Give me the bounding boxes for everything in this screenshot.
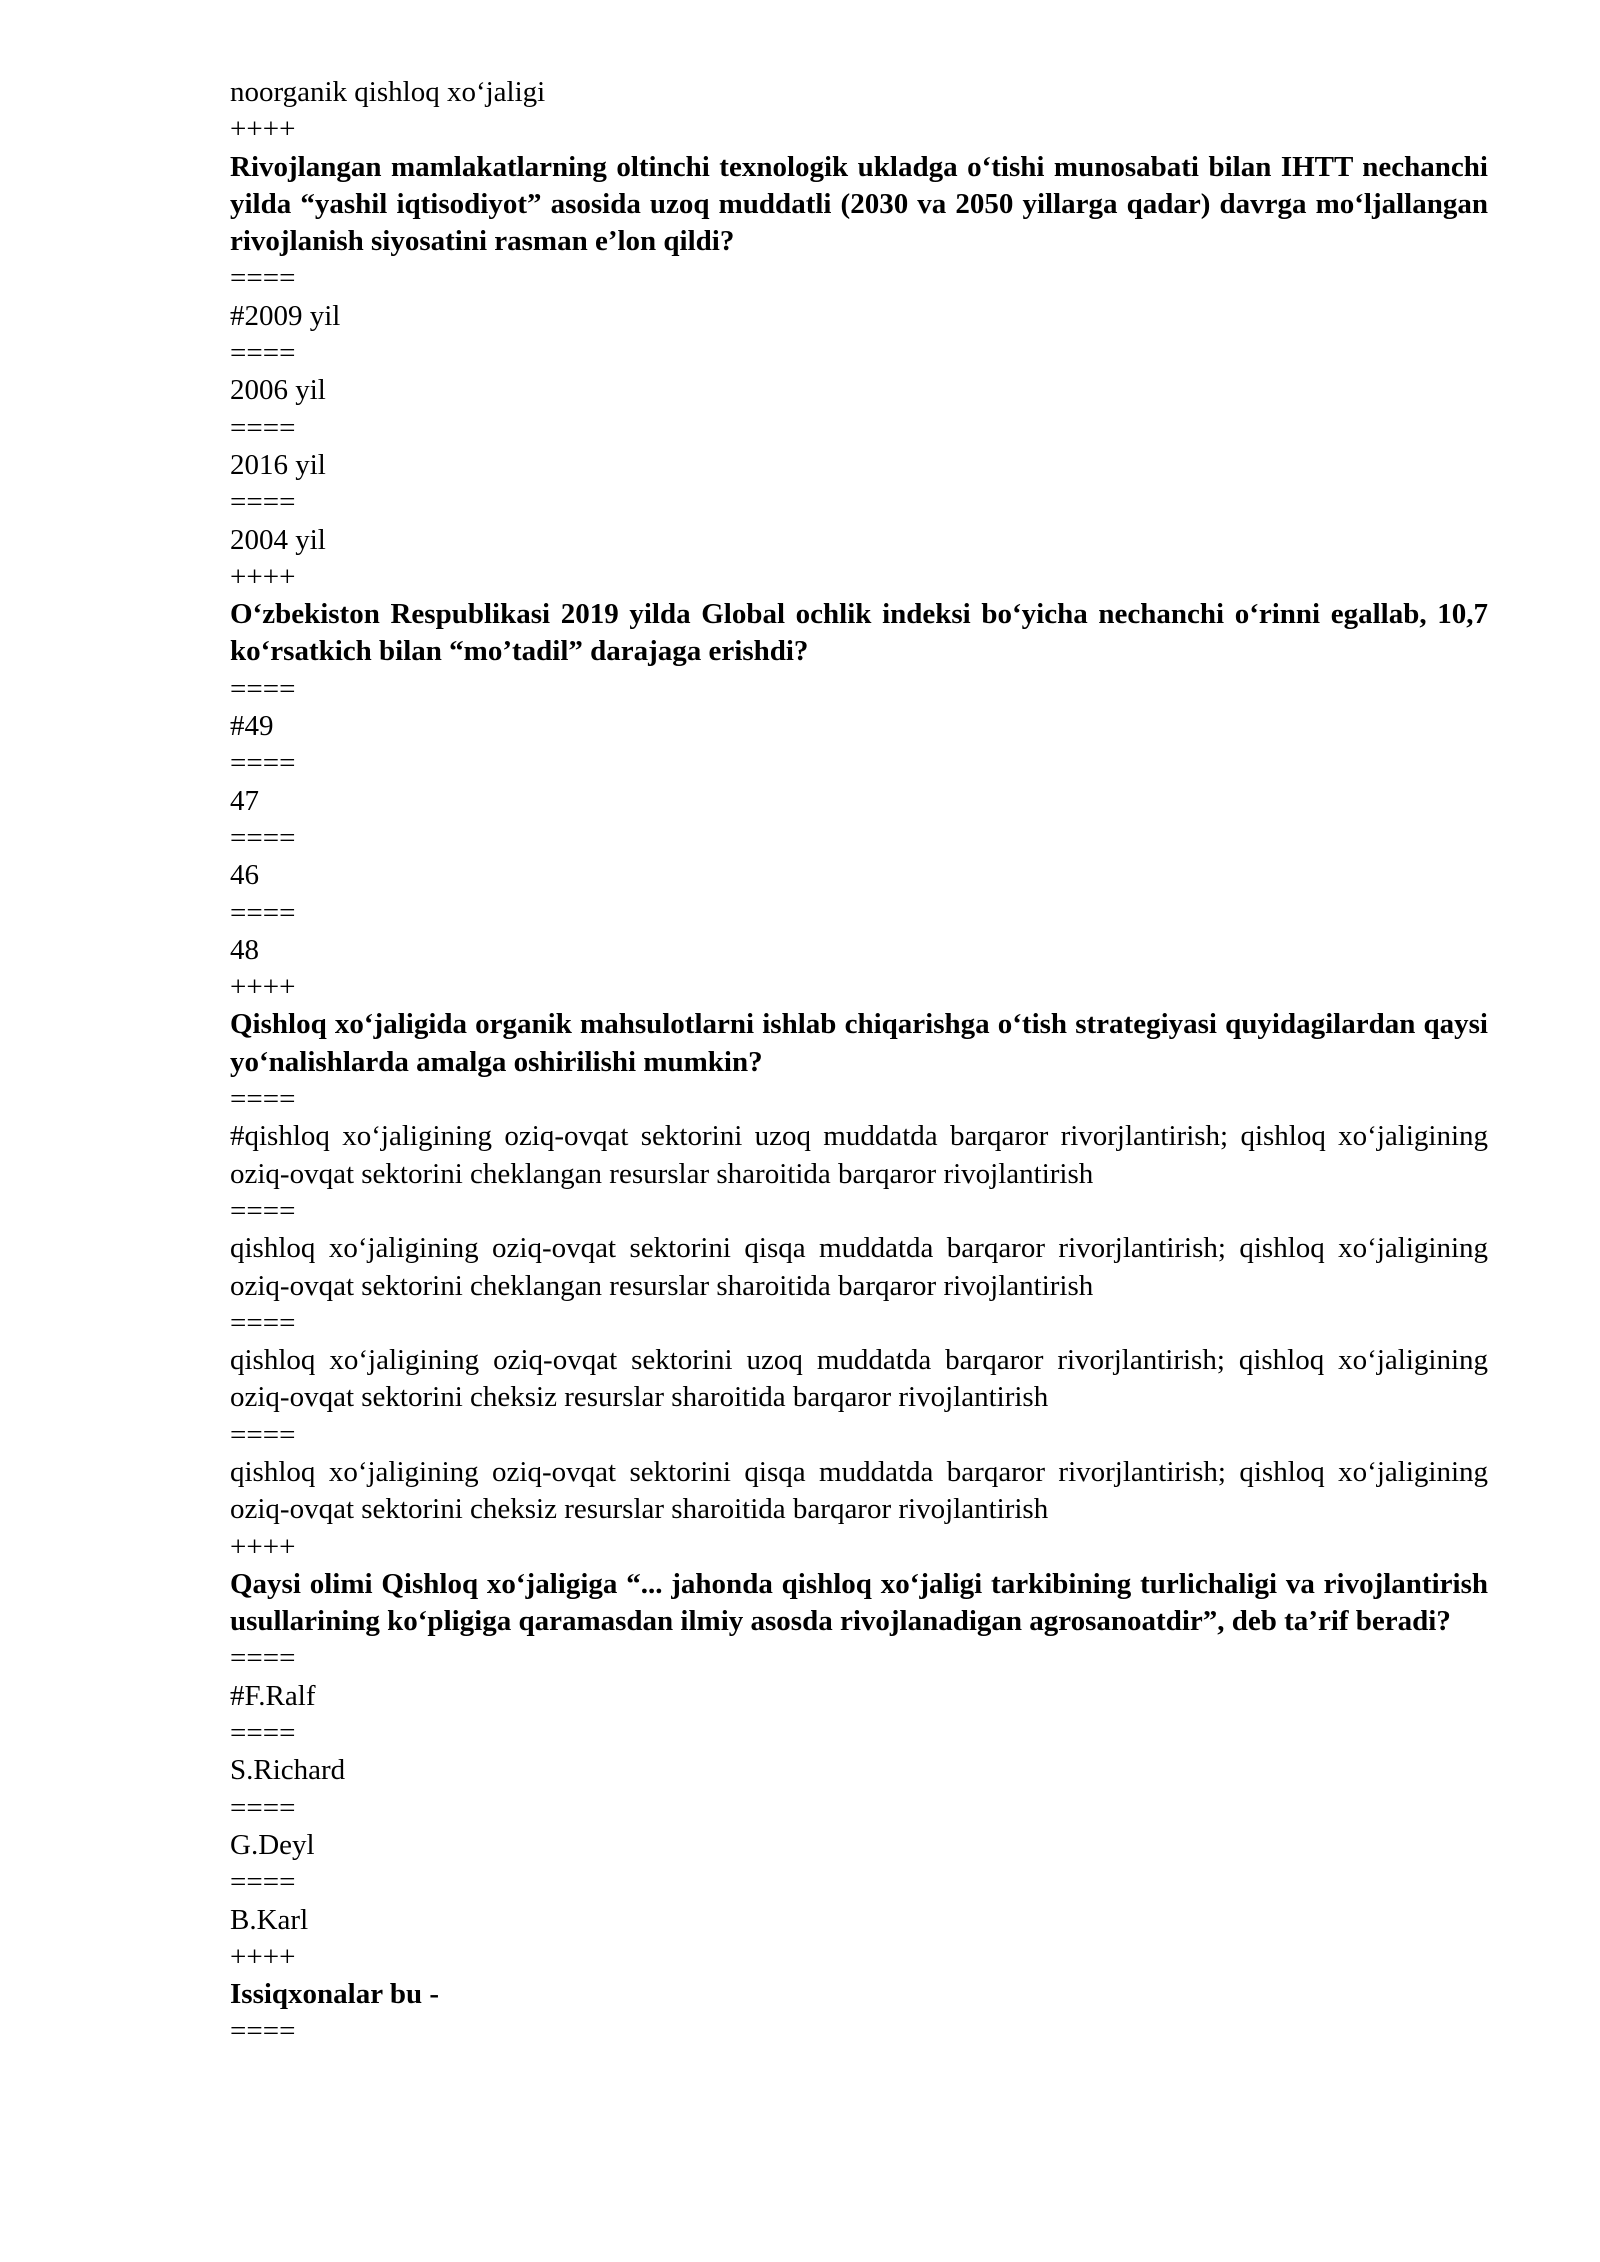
answer-option: qishloq xo‘jaligining oziq-ovqat sektorini uzoq muddatda barqaror rivorjlantirish; qishloq xo‘jaligining oziq-ovqat sektorini cheksiz resurslar sharoitida barqaror rivojlantirish <box>230 1344 1488 1414</box>
answer-option: 2016 yil <box>230 448 326 481</box>
question-text: Qaysi olimi Qishloq xo‘jaligiga “... jahonda qishloq xo‘jaligi tarkibining turlichaligi va rivojlantirish usullarining ko‘pligiga qaramasdan ilmiy asosda rivojlanadigan agrosanoatdir”, deb ta’rif beradi? <box>230 1567 1488 1638</box>
answer-separator: ==== <box>230 896 296 929</box>
answer-separator: ==== <box>230 337 296 370</box>
question-text: Rivojlangan mamlakatlarning oltinchi texnologik ukladga o‘tishi munosabati bilan IHTT nechanchi yilda “yashil iqtisodiyot” asosida uzoq muddatli (2030 va 2050 yillarga qadar) davrga mo‘ljallangan rivojlanish siyosatini rasman e’lon qildi? <box>230 150 1488 258</box>
answer-separator: ==== <box>230 1866 296 1899</box>
answer-option: 48 <box>230 933 259 966</box>
answer-separator: ==== <box>230 1083 296 1116</box>
answer-separator: ==== <box>230 1642 296 1675</box>
answer-option: qishloq xo‘jaligining oziq-ovqat sektorini qisqa muddatda barqaror rivorjlantirish; qishloq xo‘jaligining oziq-ovqat sektorini cheklangan resurslar sharoitida barqaror rivojlantirish <box>230 1232 1488 1302</box>
answer-option: G.Deyl <box>230 1828 315 1861</box>
answer-separator: ==== <box>230 747 296 780</box>
answer-separator: ==== <box>230 1418 296 1451</box>
answer-option-correct: #qishloq xo‘jaligining oziq-ovqat sektorini uzoq muddatda barqaror rivorjlantirish; qishloq xo‘jaligining oziq-ovqat sektorini cheklangan resurslar sharoitida barqaror rivojlantirish <box>230 1120 1488 1190</box>
question-separator: ++++ <box>230 560 296 593</box>
question-text: Qishloq xo‘jaligida organik mahsulotlarni ishlab chiqarishga o‘tish strategiyasi quyidagilardan qaysi yo‘nalishlarda amalga oshirilishi mumkin? <box>230 1008 1488 1078</box>
answer-separator: ==== <box>230 1791 296 1824</box>
answer-option-correct: #49 <box>230 710 274 743</box>
answer-option-correct: #F.Ralf <box>230 1679 316 1712</box>
answer-option: 2006 yil <box>230 374 326 407</box>
answer-separator: ==== <box>230 672 296 705</box>
answer-separator: ==== <box>230 1194 296 1227</box>
question-text: O‘zbekiston Respublikasi 2019 yilda Global ochlik indeksi bo‘yicha nechanchi o‘rinni egallab, 10,7 ko‘rsatkich bilan “mo’tadil” darajaga erishdi? <box>230 598 1488 668</box>
answer-separator: ==== <box>230 411 296 444</box>
answer-option: qishloq xo‘jaligining oziq-ovqat sektorini qisqa muddatda barqaror rivorjlantirish; qishloq xo‘jaligining oziq-ovqat sektorini cheksiz resurslar sharoitida barqaror rivojlantirish <box>230 1455 1488 1526</box>
answer-option: 2004 yil <box>230 523 326 556</box>
question-separator: ++++ <box>230 113 296 146</box>
answer-separator: ==== <box>230 262 296 295</box>
question-separator: ++++ <box>230 971 296 1004</box>
answer-separator: ==== <box>230 486 296 519</box>
answer-option: 47 <box>230 784 259 817</box>
answer-option: 46 <box>230 859 259 892</box>
answer-separator: ==== <box>230 821 296 854</box>
answer-separator: ==== <box>230 1306 296 1339</box>
answer-option: noorganik qishloq xo‘jaligi <box>230 76 546 108</box>
answer-option: B.Karl <box>230 1903 309 1936</box>
question-separator: ++++ <box>230 1530 296 1563</box>
answer-separator: ==== <box>230 1717 296 1750</box>
question-separator: ++++ <box>230 1940 296 1973</box>
answer-option-correct: #2009 yil <box>230 299 341 332</box>
question-text: Issiqxonalar bu - <box>230 1978 439 2011</box>
answer-option: S.Richard <box>230 1754 346 1787</box>
document-page <box>230 74 1488 2051</box>
answer-separator: ==== <box>230 2015 296 2048</box>
